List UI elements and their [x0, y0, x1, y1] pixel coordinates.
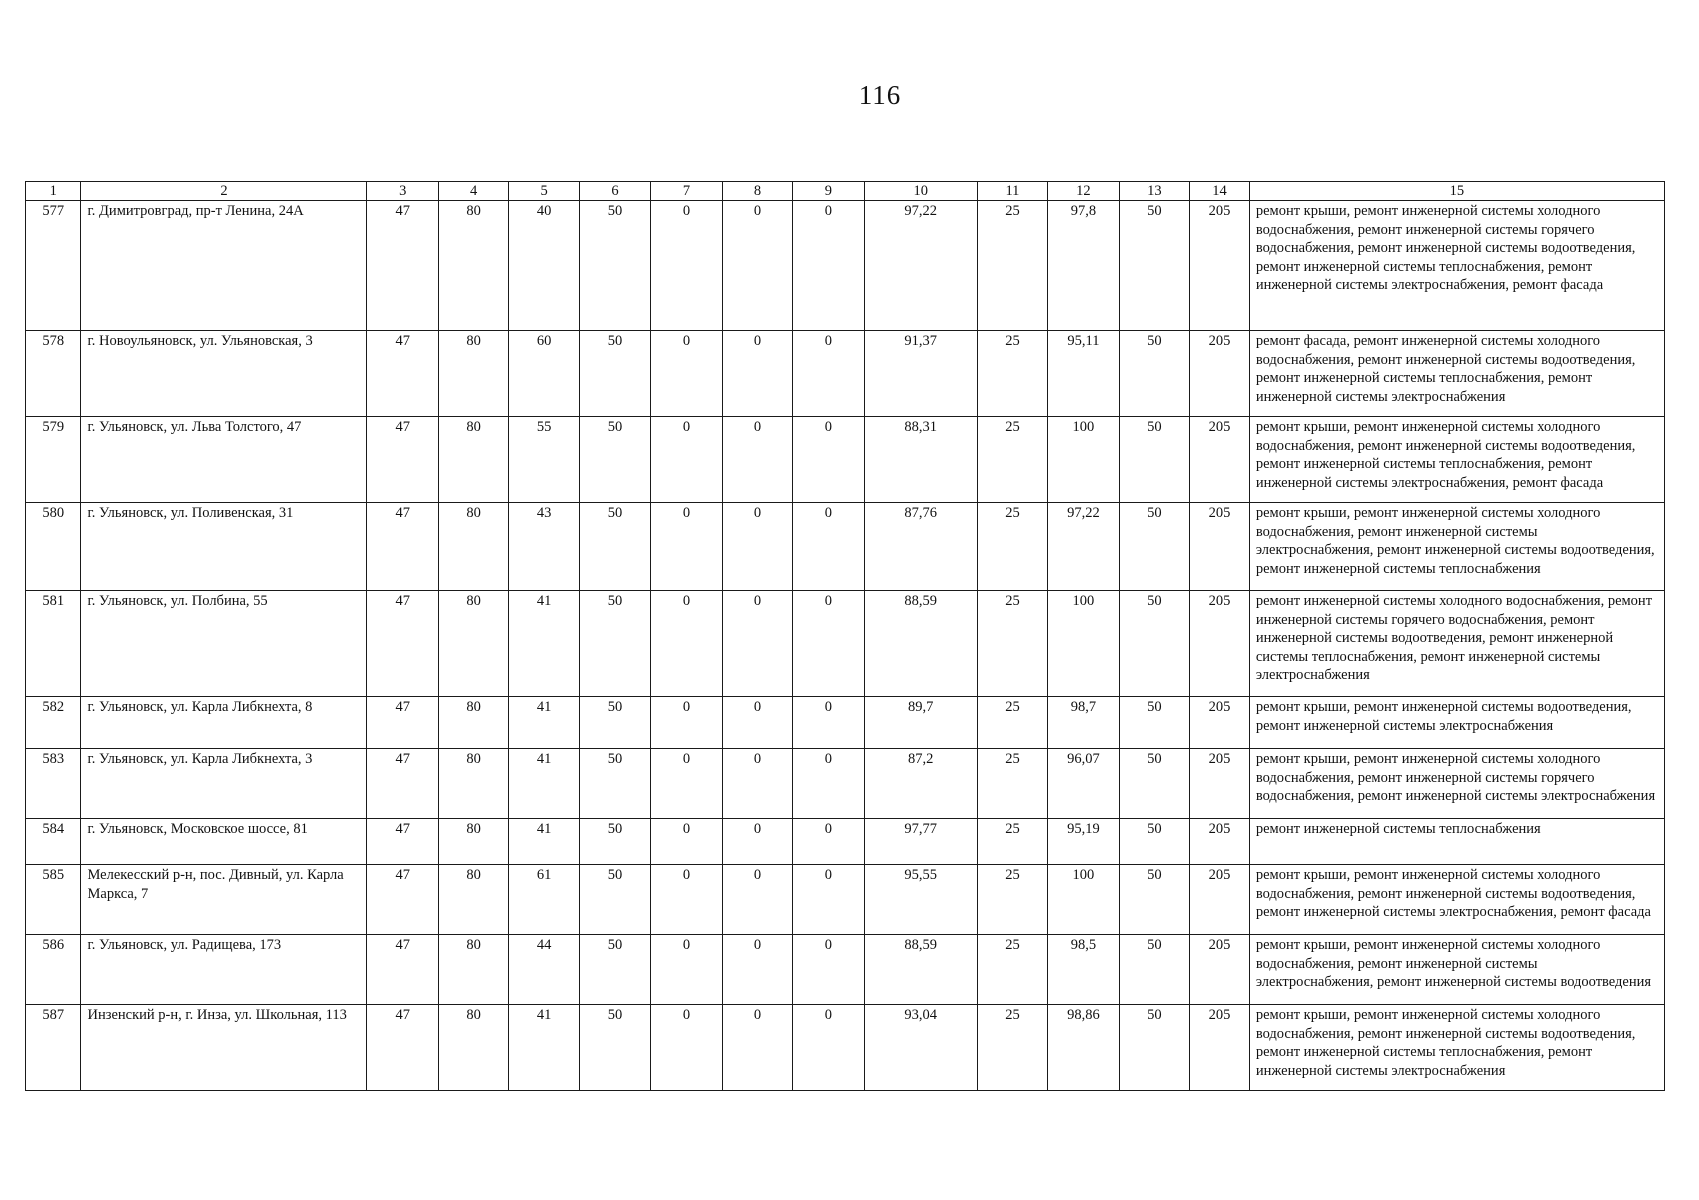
value-cell: 41	[509, 1005, 579, 1091]
value-cell: 25	[977, 201, 1047, 331]
value-cell: 100	[1048, 591, 1119, 697]
repair-works-cell: ремонт крыши, ремонт инженерной системы холодного водоснабжения, ремонт инженерной системы электроснабжения, ремонт инженерной системы водоотведения, ремонт инженерной системы теплоснабжения	[1249, 503, 1664, 591]
value-cell: 61	[509, 865, 579, 935]
value-cell: 50	[1119, 935, 1189, 1005]
value-cell: 0	[793, 935, 864, 1005]
column-header: 11	[977, 182, 1047, 201]
value-cell: 50	[579, 865, 650, 935]
repair-works-cell: ремонт крыши, ремонт инженерной системы холодного водоснабжения, ремонт инженерной системы водоотведения, ремонт инженерной системы теплоснабжения, ремонт инженерной системы электроснабжения	[1249, 1005, 1664, 1091]
value-cell: 97,77	[864, 819, 977, 865]
value-cell: 205	[1190, 865, 1250, 935]
value-cell: 0	[793, 819, 864, 865]
value-cell: 41	[509, 819, 579, 865]
value-cell: 0	[793, 331, 864, 417]
value-cell: 0	[651, 935, 722, 1005]
value-cell: 91,37	[864, 331, 977, 417]
value-cell: 93,04	[864, 1005, 977, 1091]
value-cell: 80	[438, 865, 508, 935]
table-row	[26, 503, 1665, 591]
value-cell: 98,7	[1048, 697, 1119, 749]
column-header: 3	[367, 182, 438, 201]
column-header: 14	[1190, 182, 1250, 201]
repair-works-cell: ремонт крыши, ремонт инженерной системы холодного водоснабжения, ремонт инженерной системы водоотведения, ремонт инженерной системы электроснабжения, ремонт фасада	[1249, 865, 1664, 935]
value-cell: 80	[438, 591, 508, 697]
value-cell: 0	[793, 749, 864, 819]
value-cell: 60	[509, 331, 579, 417]
value-cell: 47	[367, 865, 438, 935]
repair-works-cell: ремонт инженерной системы холодного водоснабжения, ремонт инженерной системы горячего водоснабжения, ремонт инженерной системы водоотведения, ремонт инженерной системы теплоснабжения, ремонт инженерной системы электроснабжения	[1249, 591, 1664, 697]
repair-works-cell: ремонт крыши, ремонт инженерной системы холодного водоснабжения, ремонт инженерной системы водоотведения, ремонт инженерной системы теплоснабжения, ремонт инженерной системы электроснабжения, ремонт фасада	[1249, 417, 1664, 503]
value-cell: 0	[722, 331, 792, 417]
column-header: 1	[26, 182, 81, 201]
address-cell: г. Ульяновск, ул. Карла Либкнехта, 8	[81, 697, 367, 749]
table-row	[26, 331, 1665, 417]
address-cell: г. Ульяновск, ул. Радищева, 173	[81, 935, 367, 1005]
value-cell: 0	[651, 417, 722, 503]
column-header: 12	[1048, 182, 1119, 201]
value-cell: 25	[977, 591, 1047, 697]
housing-repair-table	[25, 181, 1665, 1091]
address-cell: г. Новоульяновск, ул. Ульяновская, 3	[81, 331, 367, 417]
value-cell: 50	[579, 1005, 650, 1091]
repair-works-cell: ремонт инженерной системы теплоснабжения	[1249, 819, 1664, 865]
value-cell: 50	[1119, 417, 1189, 503]
value-cell: 47	[367, 201, 438, 331]
value-cell: 41	[509, 591, 579, 697]
value-cell: 50	[579, 819, 650, 865]
address-cell: г. Ульяновск, Московское шоссе, 81	[81, 819, 367, 865]
value-cell: 0	[793, 417, 864, 503]
value-cell: 50	[579, 591, 650, 697]
value-cell: 205	[1190, 819, 1250, 865]
repair-works-cell: ремонт фасада, ремонт инженерной системы холодного водоснабжения, ремонт инженерной системы водоотведения, ремонт инженерной системы теплоснабжения, ремонт инженерной системы электроснабжения	[1249, 331, 1664, 417]
repair-works-cell: ремонт крыши, ремонт инженерной системы водоотведения, ремонт инженерной системы электроснабжения	[1249, 697, 1664, 749]
row-number-cell: 580	[26, 503, 81, 591]
value-cell: 55	[509, 417, 579, 503]
value-cell: 80	[438, 503, 508, 591]
value-cell: 0	[651, 1005, 722, 1091]
value-cell: 44	[509, 935, 579, 1005]
value-cell: 205	[1190, 503, 1250, 591]
value-cell: 25	[977, 1005, 1047, 1091]
value-cell: 50	[1119, 201, 1189, 331]
row-number-cell: 584	[26, 819, 81, 865]
value-cell: 50	[579, 697, 650, 749]
value-cell: 0	[722, 819, 792, 865]
value-cell: 25	[977, 417, 1047, 503]
value-cell: 205	[1190, 697, 1250, 749]
value-cell: 89,7	[864, 697, 977, 749]
table-row	[26, 697, 1665, 749]
value-cell: 88,59	[864, 591, 977, 697]
repair-works-cell: ремонт крыши, ремонт инженерной системы холодного водоснабжения, ремонт инженерной системы горячего водоснабжения, ремонт инженерной системы водоотведения, ремонт инженерной системы теплоснабжения, ремонт инженерной системы электроснабжения, ремонт фасада	[1249, 201, 1664, 331]
table-row	[26, 591, 1665, 697]
table-row	[26, 201, 1665, 331]
column-header: 9	[793, 182, 864, 201]
value-cell: 47	[367, 1005, 438, 1091]
repair-works-cell: ремонт крыши, ремонт инженерной системы холодного водоснабжения, ремонт инженерной системы электроснабжения, ремонт инженерной системы водоотведения	[1249, 935, 1664, 1005]
value-cell: 88,31	[864, 417, 977, 503]
value-cell: 80	[438, 819, 508, 865]
value-cell: 0	[722, 1005, 792, 1091]
value-cell: 205	[1190, 749, 1250, 819]
value-cell: 80	[438, 417, 508, 503]
value-cell: 0	[651, 819, 722, 865]
value-cell: 0	[793, 697, 864, 749]
row-number-cell: 586	[26, 935, 81, 1005]
address-cell: г. Ульяновск, ул. Полбина, 55	[81, 591, 367, 697]
value-cell: 95,19	[1048, 819, 1119, 865]
value-cell: 0	[651, 331, 722, 417]
value-cell: 25	[977, 697, 1047, 749]
row-number-cell: 585	[26, 865, 81, 935]
value-cell: 80	[438, 1005, 508, 1091]
column-header: 13	[1119, 182, 1189, 201]
value-cell: 0	[793, 865, 864, 935]
value-cell: 43	[509, 503, 579, 591]
value-cell: 0	[651, 697, 722, 749]
table-row	[26, 935, 1665, 1005]
address-cell: Инзенский р-н, г. Инза, ул. Школьная, 113	[81, 1005, 367, 1091]
table-row	[26, 819, 1665, 865]
column-header: 15	[1249, 182, 1664, 201]
value-cell: 205	[1190, 591, 1250, 697]
row-number-cell: 578	[26, 331, 81, 417]
value-cell: 47	[367, 503, 438, 591]
value-cell: 25	[977, 935, 1047, 1005]
value-cell: 25	[977, 503, 1047, 591]
value-cell: 80	[438, 201, 508, 331]
row-number-cell: 582	[26, 697, 81, 749]
value-cell: 80	[438, 935, 508, 1005]
column-header: 6	[579, 182, 650, 201]
value-cell: 100	[1048, 417, 1119, 503]
value-cell: 96,07	[1048, 749, 1119, 819]
address-cell: Мелекесский р-н, пос. Дивный, ул. Карла Маркса, 7	[81, 865, 367, 935]
value-cell: 0	[722, 865, 792, 935]
value-cell: 50	[1119, 865, 1189, 935]
value-cell: 0	[651, 201, 722, 331]
value-cell: 50	[1119, 749, 1189, 819]
value-cell: 47	[367, 819, 438, 865]
value-cell: 0	[793, 591, 864, 697]
value-cell: 47	[367, 331, 438, 417]
value-cell: 0	[793, 1005, 864, 1091]
value-cell: 95,11	[1048, 331, 1119, 417]
address-cell: г. Ульяновск, ул. Льва Толстого, 47	[81, 417, 367, 503]
table-row	[26, 749, 1665, 819]
value-cell: 0	[651, 865, 722, 935]
column-header: 5	[509, 182, 579, 201]
value-cell: 50	[579, 503, 650, 591]
value-cell: 47	[367, 591, 438, 697]
value-cell: 95,55	[864, 865, 977, 935]
value-cell: 0	[651, 591, 722, 697]
value-cell: 0	[651, 749, 722, 819]
value-cell: 50	[579, 201, 650, 331]
value-cell: 50	[1119, 591, 1189, 697]
column-header: 4	[438, 182, 508, 201]
value-cell: 41	[509, 697, 579, 749]
value-cell: 47	[367, 749, 438, 819]
value-cell: 0	[722, 201, 792, 331]
row-number-cell: 581	[26, 591, 81, 697]
value-cell: 50	[579, 749, 650, 819]
page-number: 116	[858, 80, 902, 110]
value-cell: 47	[367, 697, 438, 749]
column-header: 10	[864, 182, 977, 201]
value-cell: 87,76	[864, 503, 977, 591]
table-row	[26, 417, 1665, 503]
value-cell: 0	[722, 591, 792, 697]
value-cell: 50	[1119, 331, 1189, 417]
value-cell: 100	[1048, 865, 1119, 935]
value-cell: 47	[367, 935, 438, 1005]
value-cell: 25	[977, 819, 1047, 865]
value-cell: 50	[579, 417, 650, 503]
value-cell: 40	[509, 201, 579, 331]
value-cell: 80	[438, 331, 508, 417]
value-cell: 0	[793, 503, 864, 591]
table-body	[26, 201, 1665, 1091]
value-cell: 88,59	[864, 935, 977, 1005]
value-cell: 0	[722, 935, 792, 1005]
value-cell: 205	[1190, 201, 1250, 331]
column-number-header-row	[26, 182, 1665, 201]
value-cell: 80	[438, 697, 508, 749]
value-cell: 50	[1119, 697, 1189, 749]
value-cell: 205	[1190, 417, 1250, 503]
column-header: 2	[81, 182, 367, 201]
value-cell: 47	[367, 417, 438, 503]
row-number-cell: 579	[26, 417, 81, 503]
address-cell: г. Ульяновск, ул. Поливенская, 31	[81, 503, 367, 591]
value-cell: 97,22	[1048, 503, 1119, 591]
value-cell: 0	[722, 749, 792, 819]
value-cell: 25	[977, 749, 1047, 819]
row-number-cell: 587	[26, 1005, 81, 1091]
row-number-cell: 583	[26, 749, 81, 819]
repair-works-cell: ремонт крыши, ремонт инженерной системы холодного водоснабжения, ремонт инженерной системы горячего водоснабжения, ремонт инженерной системы электроснабжения	[1249, 749, 1664, 819]
value-cell: 98,5	[1048, 935, 1119, 1005]
value-cell: 205	[1190, 1005, 1250, 1091]
value-cell: 97,22	[864, 201, 977, 331]
column-header: 7	[651, 182, 722, 201]
value-cell: 80	[438, 749, 508, 819]
value-cell: 205	[1190, 331, 1250, 417]
column-header: 8	[722, 182, 792, 201]
address-cell: г. Ульяновск, ул. Карла Либкнехта, 3	[81, 749, 367, 819]
value-cell: 50	[579, 935, 650, 1005]
value-cell: 50	[1119, 503, 1189, 591]
value-cell: 0	[722, 417, 792, 503]
table-row	[26, 865, 1665, 935]
value-cell: 41	[509, 749, 579, 819]
value-cell: 0	[722, 503, 792, 591]
value-cell: 50	[1119, 1005, 1189, 1091]
value-cell: 25	[977, 865, 1047, 935]
table-row	[26, 1005, 1665, 1091]
value-cell: 0	[793, 201, 864, 331]
value-cell: 97,8	[1048, 201, 1119, 331]
value-cell: 50	[1119, 819, 1189, 865]
value-cell: 98,86	[1048, 1005, 1119, 1091]
value-cell: 0	[651, 503, 722, 591]
value-cell: 0	[722, 697, 792, 749]
row-number-cell: 577	[26, 201, 81, 331]
address-cell: г. Димитровград, пр-т Ленина, 24А	[81, 201, 367, 331]
value-cell: 205	[1190, 935, 1250, 1005]
value-cell: 87,2	[864, 749, 977, 819]
value-cell: 50	[579, 331, 650, 417]
value-cell: 25	[977, 331, 1047, 417]
